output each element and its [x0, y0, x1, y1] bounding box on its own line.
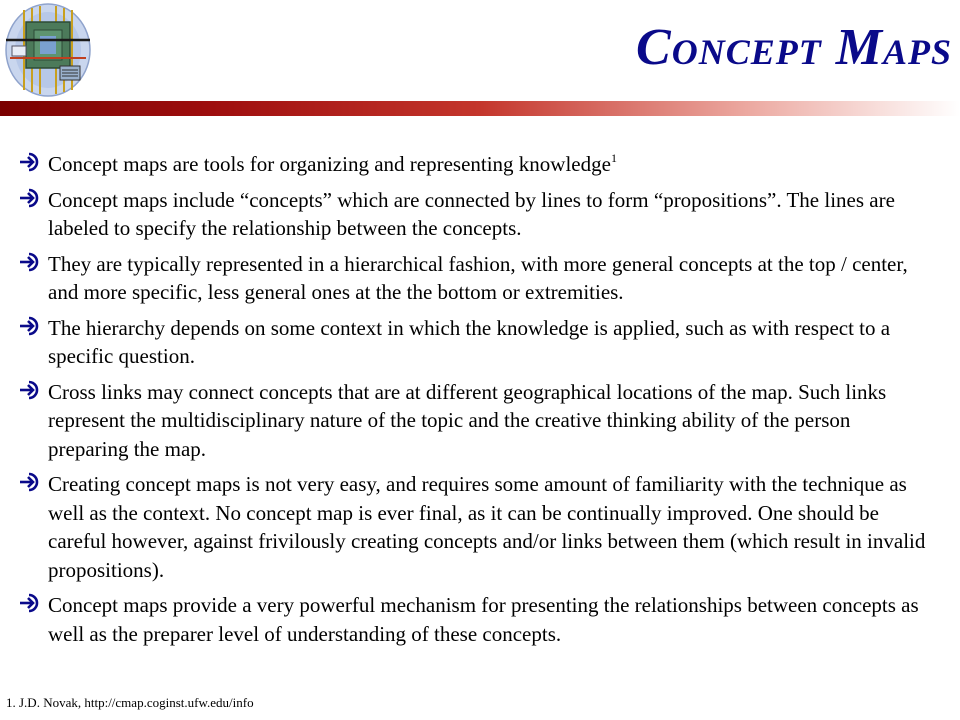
- right-arrow-icon: [18, 592, 40, 616]
- bullet-text: Concept maps include “concepts” which are connected by lines to form “propositions”. The lines are labeled to specify the relationship between the concepts.: [48, 187, 895, 240]
- bullet-text: Creating concept maps is not very easy, and requires some amount of familiarity with the technique as well as the context. No concept map is ever final, as it can be continually improved. One should be careful however, against frivilously creating concepts and/or links between them (which result in invalid propositions).: [48, 472, 926, 582]
- bullet-item: [18, 591, 934, 648]
- bullet-list: [18, 150, 934, 655]
- bullet-item: [18, 314, 934, 371]
- bullet-item: [18, 378, 934, 464]
- bullet-item: [18, 470, 934, 584]
- right-arrow-icon: [18, 187, 40, 211]
- footnote: 1. J.D. Novak, http://cmap.coginst.ufw.edu/info: [6, 695, 254, 710]
- title-divider-bar: [0, 101, 960, 116]
- bullet-text: They are typically represented in a hierarchical fashion, with more general concepts at the top / center, and more specific, less general ones at the the bottom or extremities.: [48, 251, 908, 304]
- footnote-marker: 1: [610, 151, 617, 165]
- right-arrow-icon: [18, 315, 40, 339]
- circuit-globe-logo: [2, 0, 94, 100]
- right-arrow-icon: [18, 471, 40, 495]
- right-arrow-icon: [18, 251, 40, 275]
- bullet-item: [18, 186, 934, 243]
- bullet-text: The hierarchy depends on some context in which the knowledge is applied, such as with respect to a specific question.: [48, 315, 891, 368]
- bullet-item: [18, 150, 934, 179]
- bullet-text: Cross links may connect concepts that are at different geographical locations of the map. Such links represent the multidisciplinary nature of the topic and the creative thinking ability of the person preparing the map.: [48, 379, 887, 461]
- bullet-text: Concept maps provide a very powerful mechanism for presenting the relationships between concepts as well as the preparer level of understanding of these concepts.: [48, 593, 919, 646]
- slide-title: Concept Maps: [636, 19, 952, 76]
- right-arrow-icon: [18, 379, 40, 403]
- right-arrow-icon: [18, 151, 40, 175]
- bullet-item: [18, 250, 934, 307]
- bullet-text: Concept maps are tools for organizing and representing knowledge: [48, 152, 611, 176]
